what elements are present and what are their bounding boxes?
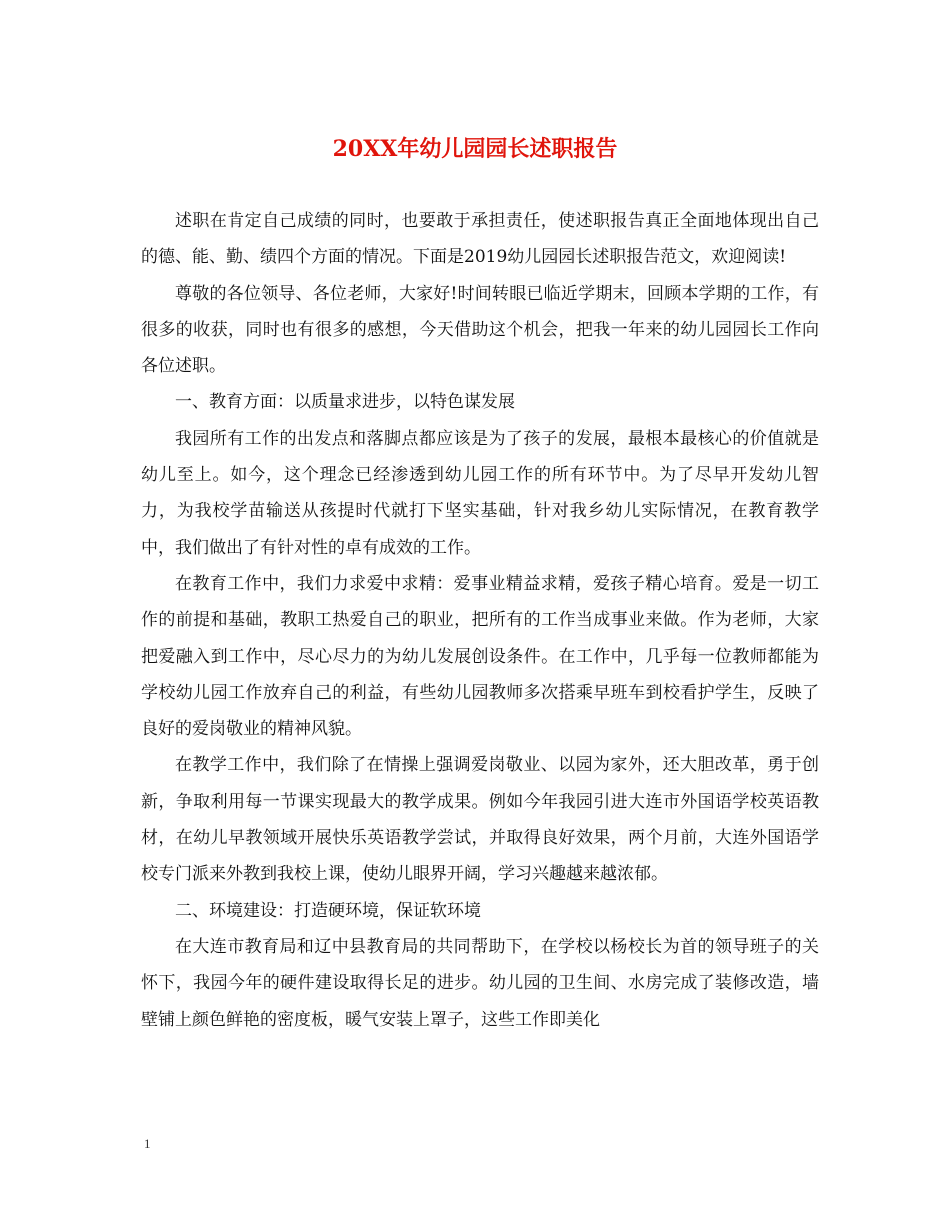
paragraph-education-work: 在教育工作中，我们力求爱中求精：爱事业精益求精，爱孩子精心培育。爱是一切工作的前提和基础，教职工热爱自己的职业，把所有的工作当成事业来做。作为老师，大家把爱融入到工作中，尽心尽力的为幼儿发展创设条件。在工作中，几乎每一位教师都能为学校幼儿园工作放弃自己的利益，有些幼儿园教师多次搭乘早班车到校看护学生，反映了良好的爱岗敬业的精神风貌。 [141,573,819,740]
document-body [141,203,819,1038]
section-heading-education: 一、教育方面：以质量求进步，以特色谋发展 [175,392,515,413]
paragraph-greeting: 尊敬的各位领导、各位老师，大家好!时间转眼已临近学期末，回顾本学期的工作，有很多的收获，同时也有很多的感想，今天借助这个机会，把我一年来的幼儿园园长工作向各位述职。 [141,283,819,377]
paragraph-education-philosophy: 我园所有工作的出发点和落脚点都应该是为了孩子的发展，最根本最核心的价值就是幼儿至上。如今，这个理念已经渗透到幼儿园工作的所有环节中。为了尽早开发幼儿智力，为我校学苗输送从孩提时代就打下坚实基础，针对我乡幼儿实际情况，在教育教学中，我们做出了有针对性的卓有成效的工作。 [141,428,819,558]
document-title: 20XX年幼儿园园长述职报告 [332,136,618,162]
paragraph-teaching-work: 在教学工作中，我们除了在情操上强调爱岗敬业、以园为家外，还大胆改革，勇于创新，争取利用每一节课实现最大的教学成果。例如今年我园引进大连市外国语学校英语教材，在幼儿早教领域开展快乐英语教学尝试，并取得良好效果，两个月前，大连外国语学校专门派来外教到我校上课，使幼儿眼界开阔，学习兴趣越来越浓郁。 [141,755,819,885]
page-number: 1 [144,1136,151,1151]
paragraph-intro: 述职在肯定自己成绩的同时，也要敢于承担责任，使述职报告真正全面地体现出自己的德、能、勤、绩四个方面的情况。下面是2019幼儿园园长述职报告范文，欢迎阅读! [141,211,819,268]
section-heading-environment: 二、环境建设：打造硬环境，保证软环境 [175,900,481,921]
paragraph-environment: 在大连市教育局和辽中县教育局的共同帮助下，在学校以杨校长为首的领导班子的关怀下，我园今年的硬件建设取得长足的进步。幼儿园的卫生间、水房完成了装修改造，墙壁铺上颜色鲜艳的密度板，暖气安装上罩子，这些工作即美化 [141,936,819,1030]
